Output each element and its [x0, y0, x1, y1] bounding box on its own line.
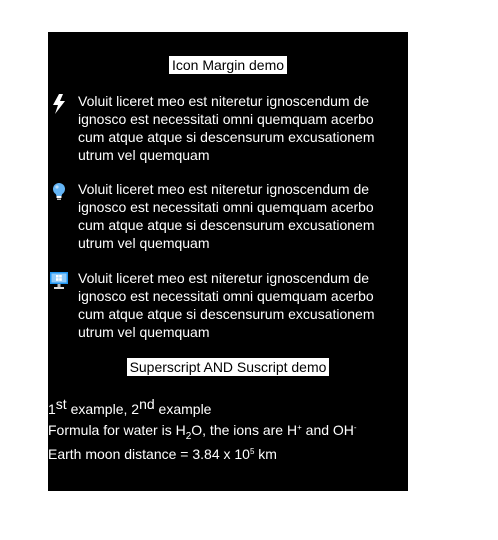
distance-text-2: km: [254, 446, 277, 462]
lightbulb-icon: [49, 181, 71, 203]
distance-text-1: Earth moon distance = 3.84 x 10: [48, 446, 250, 462]
formula-text-1: Formula for water is H: [48, 422, 186, 438]
water-formula-line: [48, 421, 408, 442]
ordinal-text-2: example: [154, 401, 212, 417]
distance-exponent: 5: [249, 447, 255, 456]
ordinal-suffix-1: st: [55, 396, 67, 412]
icon-margin-heading-row: [48, 56, 408, 75]
icon-list-item-text: Voluit liceret meo est niteretur ignoscendum de ignosco est necessitati omni quemquam acerbo cum atque atque si descensurum excusationem utrum vel quemquam: [78, 181, 375, 251]
ordinal-suffix-2: nd: [139, 396, 155, 412]
icon-margin-heading: Icon Margin demo: [169, 56, 287, 74]
formula-text-2: O, the ions are H: [191, 422, 298, 438]
ordinal-number-1: 1: [48, 401, 56, 417]
icon-list-item-text: Voluit liceret meo est niteretur ignoscendum de ignosco est necessitati omni quemquam acerbo cum atque atque si descensurum excusationem utrum vel quemquam: [78, 270, 375, 340]
windows-monitor-icon: [49, 270, 71, 292]
ordinal-text-1: example,: [66, 401, 132, 417]
demo-panel: [48, 32, 408, 491]
formula-subscript: 2: [185, 431, 192, 442]
formula-superscript-minus: -: [353, 423, 357, 432]
icon-list-item-text: Voluit liceret meo est niteretur ignoscendum de ignosco est necessitati omni quemquam acerbo cum atque atque si descensurum excusationem utrum vel quemquam: [78, 93, 375, 163]
formula-superscript-plus: +: [297, 423, 302, 432]
earth-moon-distance-line: [48, 445, 408, 463]
script-heading-row: [48, 358, 408, 377]
ordinal-example-line: [48, 396, 408, 418]
superscript-demo-heading: Superscript AND Suscript demo: [127, 358, 330, 376]
ordinal-number-2: 2: [131, 401, 140, 417]
formula-text-3: and OH: [301, 422, 354, 438]
lightning-bolt-icon: [49, 93, 71, 115]
